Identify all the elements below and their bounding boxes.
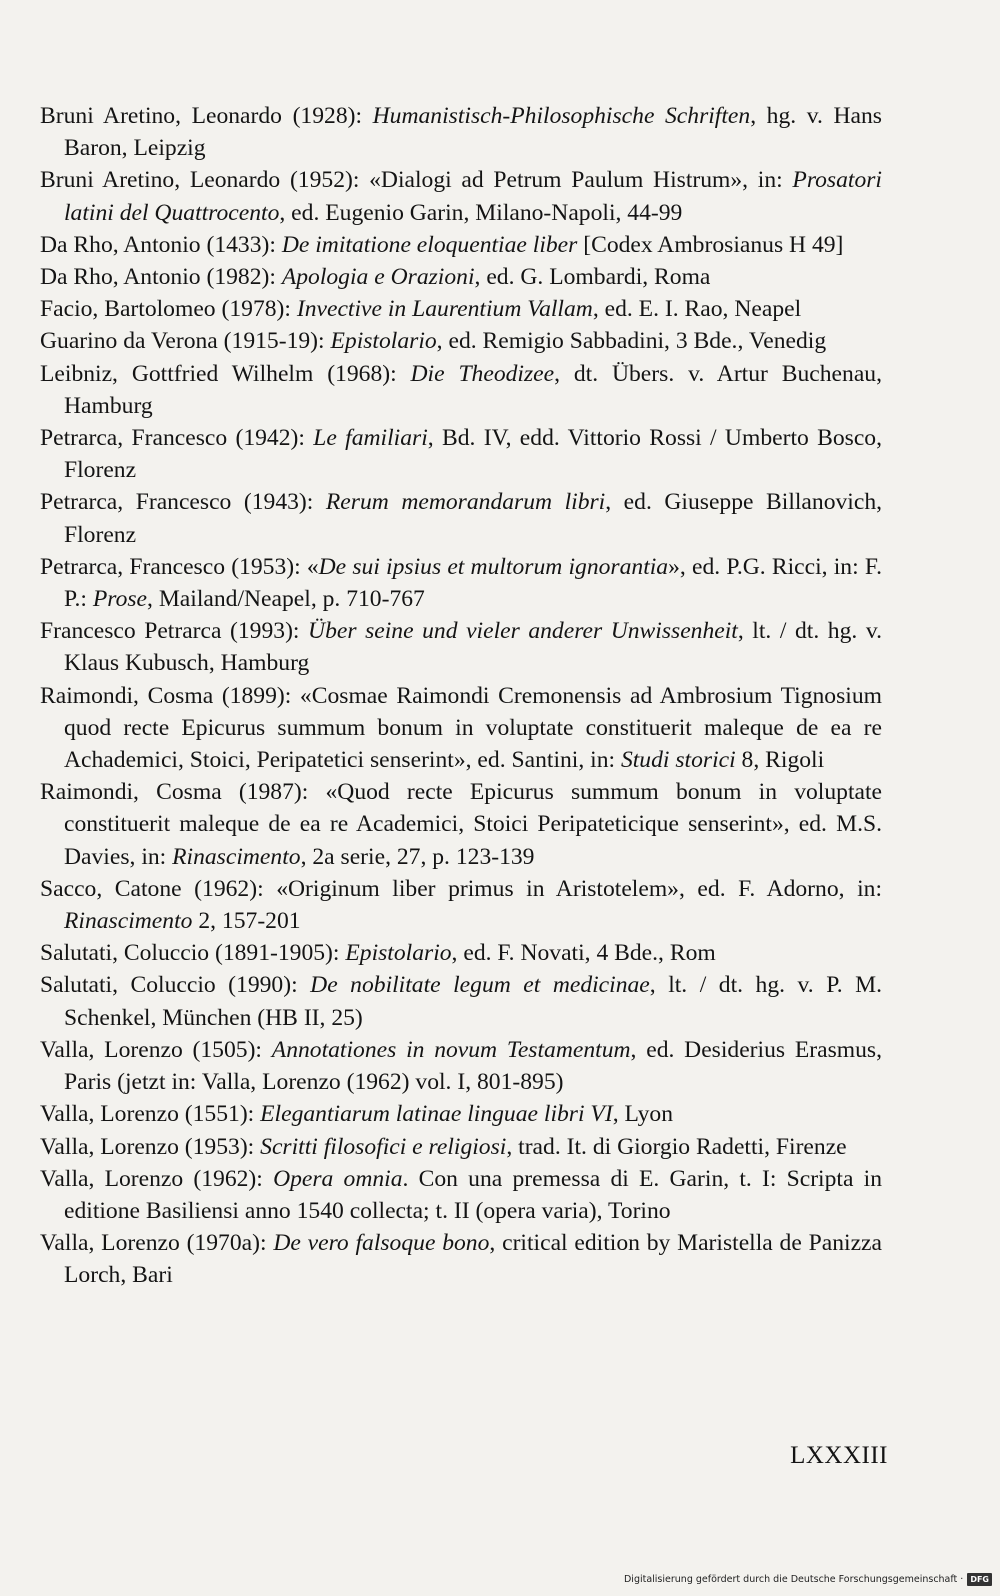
entry-title-italic: Invective in Laurentium Vallam <box>296 296 593 323</box>
entry-text: , lt. / dt. hg. v. Klaus Kubusch, Hamburg <box>64 618 882 677</box>
entry-text: , ed. F. Novati, 4 Bde., Rom <box>451 940 716 967</box>
entry-title-italic: Über seine und vieler anderer Unwissenheit <box>308 618 738 645</box>
entry-text: Francesco Petrarca (1993): <box>40 618 309 645</box>
entry-title-italic: De vero falsoque bono <box>273 1230 490 1257</box>
entry-text: , Lyon <box>612 1101 674 1128</box>
digitization-footer <box>624 1572 992 1586</box>
entry-text: , ed. E. I. Rao, Neapel <box>592 296 802 323</box>
entry-title-italic: Opera omnia <box>273 1165 403 1192</box>
entry-title-italic: Elegantiarum latinae linguae libri VI <box>260 1101 613 1128</box>
entry-title-italic: Rinascimento <box>172 843 301 870</box>
entry-text: Valla, Lorenzo (1505): <box>40 1036 272 1063</box>
entry-text: Leibniz, Gottfried Wilhelm (1968): <box>40 360 411 387</box>
entry-text: Da Rho, Antonio (1433): <box>40 231 282 258</box>
entry-title-italic: Prose <box>92 586 148 613</box>
bibliography-entry <box>40 1227 882 1291</box>
entry-text: Bruni Aretino, Leonardo (1928): <box>40 103 373 129</box>
page-number: LXXXIII <box>790 1442 888 1469</box>
entry-text: , hg. v. Hans Baron, Leipzig <box>64 103 882 162</box>
bibliography-entry <box>40 776 882 873</box>
entry-text: Salutati, Coluccio (1891-1905): <box>40 940 346 967</box>
bibliography-entry <box>40 680 882 777</box>
bibliography-entry <box>40 1034 882 1098</box>
entry-title-italic: De nobilitate legum et medicinae <box>310 972 650 999</box>
entry-text: , ed. Eugenio Garin, Milano-Napoli, 44-99 <box>279 199 683 226</box>
entry-text: , 2a serie, 27, p. 123-139 <box>300 843 535 870</box>
entry-title-italic: Rerum memorandarum libri <box>325 489 606 516</box>
entry-title-italic: De sui ipsius et multorum ignorantia <box>318 553 669 580</box>
entry-text: Petrarca, Francesco (1953): « <box>40 553 319 580</box>
entry-text: , ed. Remigio Sabbadini, 3 Bde., Venedig <box>436 328 827 355</box>
entry-text: . Con una premessa di E. Garin, t. I: Scripta in editione Basiliensi anno 1540 collecta; t. II (opera varia), Torino <box>64 1165 882 1224</box>
bibliography-entry <box>40 615 882 679</box>
bibliography-entry <box>40 293 882 325</box>
entry-text: Petrarca, Francesco (1943): <box>40 489 326 516</box>
entry-text: , dt. Übers. v. Artur Buchenau, Hamburg <box>64 360 882 419</box>
entry-title-italic: Apologia e Orazioni <box>281 264 475 291</box>
entry-title-italic: Epistolario <box>330 328 437 355</box>
entry-text: », ed. P.G. Ricci, in: F. P.: <box>64 553 882 613</box>
bibliography-entry <box>40 422 882 486</box>
bibliography-entry <box>40 358 882 422</box>
entry-title-italic: Annotationes in novum Testamentum <box>271 1036 631 1063</box>
entry-text: Petrarca, Francesco (1942): <box>40 425 314 452</box>
bibliography-entry <box>40 1131 882 1163</box>
entry-text: , ed. Giuseppe Billanovich, Florenz <box>64 489 883 548</box>
entry-text: , critical edition by Maristella de Panizza Lorch, Bari <box>64 1230 882 1289</box>
entry-text: 8, Rigoli <box>735 747 825 774</box>
entry-text: Guarino da Verona (1915-19): <box>40 328 331 355</box>
entry-text: Salutati, Coluccio (1990): <box>40 972 311 999</box>
entry-text: Valla, Lorenzo (1962): <box>40 1165 274 1192</box>
entry-title-italic: Epistolario <box>345 940 452 967</box>
entry-text: , lt. / dt. hg. v. P. M. Schenkel, München (HB II, 25) <box>64 972 882 1031</box>
bibliography-entry <box>40 873 882 937</box>
entry-text: , ed. G. Lombardi, Roma <box>474 264 711 291</box>
bibliography-entry <box>40 229 882 261</box>
entry-text: Bruni Aretino, Leonardo (1952): «Dialogi ad Petrum Paulum Histrum», in: <box>40 167 793 194</box>
entry-text: , Bd. IV, edd. Vittorio Rossi / Umberto Bosco, Florenz <box>64 425 882 484</box>
entry-text: Valla, Lorenzo (1970a): <box>40 1230 274 1257</box>
entry-title-italic: Scritti filosofici e religiosi <box>260 1133 507 1160</box>
bibliography-entry <box>40 261 882 293</box>
entry-title-italic: Humanistisch-Philosophische Schriften <box>372 103 751 129</box>
entry-text: 2, 157-201 <box>192 908 301 935</box>
bibliography-entry <box>40 937 882 969</box>
entry-title-italic: Die Theodizee <box>410 360 555 387</box>
entry-text: Facio, Bartolomeo (1978): <box>40 296 297 323</box>
bibliography-entry <box>40 1163 882 1227</box>
entry-text: , Mailand/Neapel, p. 710-767 <box>147 586 425 613</box>
entry-text: Da Rho, Antonio (1982): <box>40 264 282 291</box>
footer-text: Digitalisierung gefördert durch die Deutsche Forschungsgemeinschaft · <box>623 1573 964 1585</box>
bibliography-entry <box>40 486 882 550</box>
entry-title-italic: Rinascimento <box>64 908 193 935</box>
entry-title-italic: Prosatori latini del Quattrocento <box>64 167 882 226</box>
entry-title-italic: De imitatione eloquentiae liber <box>281 231 578 258</box>
dfg-logo-icon: DFG <box>967 1573 992 1586</box>
bibliography-entry <box>40 164 882 228</box>
entry-text: Valla, Lorenzo (1551): <box>40 1101 261 1128</box>
entry-text: , trad. It. di Giorgio Radetti, Firenze <box>506 1133 847 1160</box>
entry-text: [Codex Ambrosianus H 49] <box>577 231 844 258</box>
entry-text: Raimondi, Cosma (1899): «Cosmae Raimondi Cremonensis ad Ambrosium Tignosium quod recte Epicurus summum bonum in voluptate constituerit maleque de ea re Achademici, Stoici, Peripatetici senserint», ed. Santini, in: <box>40 682 882 774</box>
bibliography-entry <box>40 551 882 615</box>
bibliography-list <box>40 100 882 1292</box>
entry-title-italic: Le familiari <box>313 425 428 452</box>
bibliography-entry <box>40 100 882 164</box>
entry-text: Sacco, Catone (1962): «Originum liber primus in Aristotelem», ed. F. Adorno, in: <box>40 875 882 902</box>
bibliography-entry <box>40 969 882 1033</box>
entry-text: Raimondi, Cosma (1987): «Quod recte Epicurus summum bonum in voluptate constituerit maleque de ea re Academici, Stoici Peripateticique senserint», ed. M.S. Davies, in: <box>40 779 882 870</box>
bibliography-entry <box>40 1098 882 1130</box>
bibliography-entry <box>40 325 882 357</box>
entry-title-italic: Studi storici <box>620 747 736 774</box>
entry-text: , ed. Desiderius Erasmus, Paris (jetzt in: Valla, Lorenzo (1962) vol. I, 801-895) <box>64 1036 883 1096</box>
entry-text: Valla, Lorenzo (1953): <box>40 1133 261 1160</box>
